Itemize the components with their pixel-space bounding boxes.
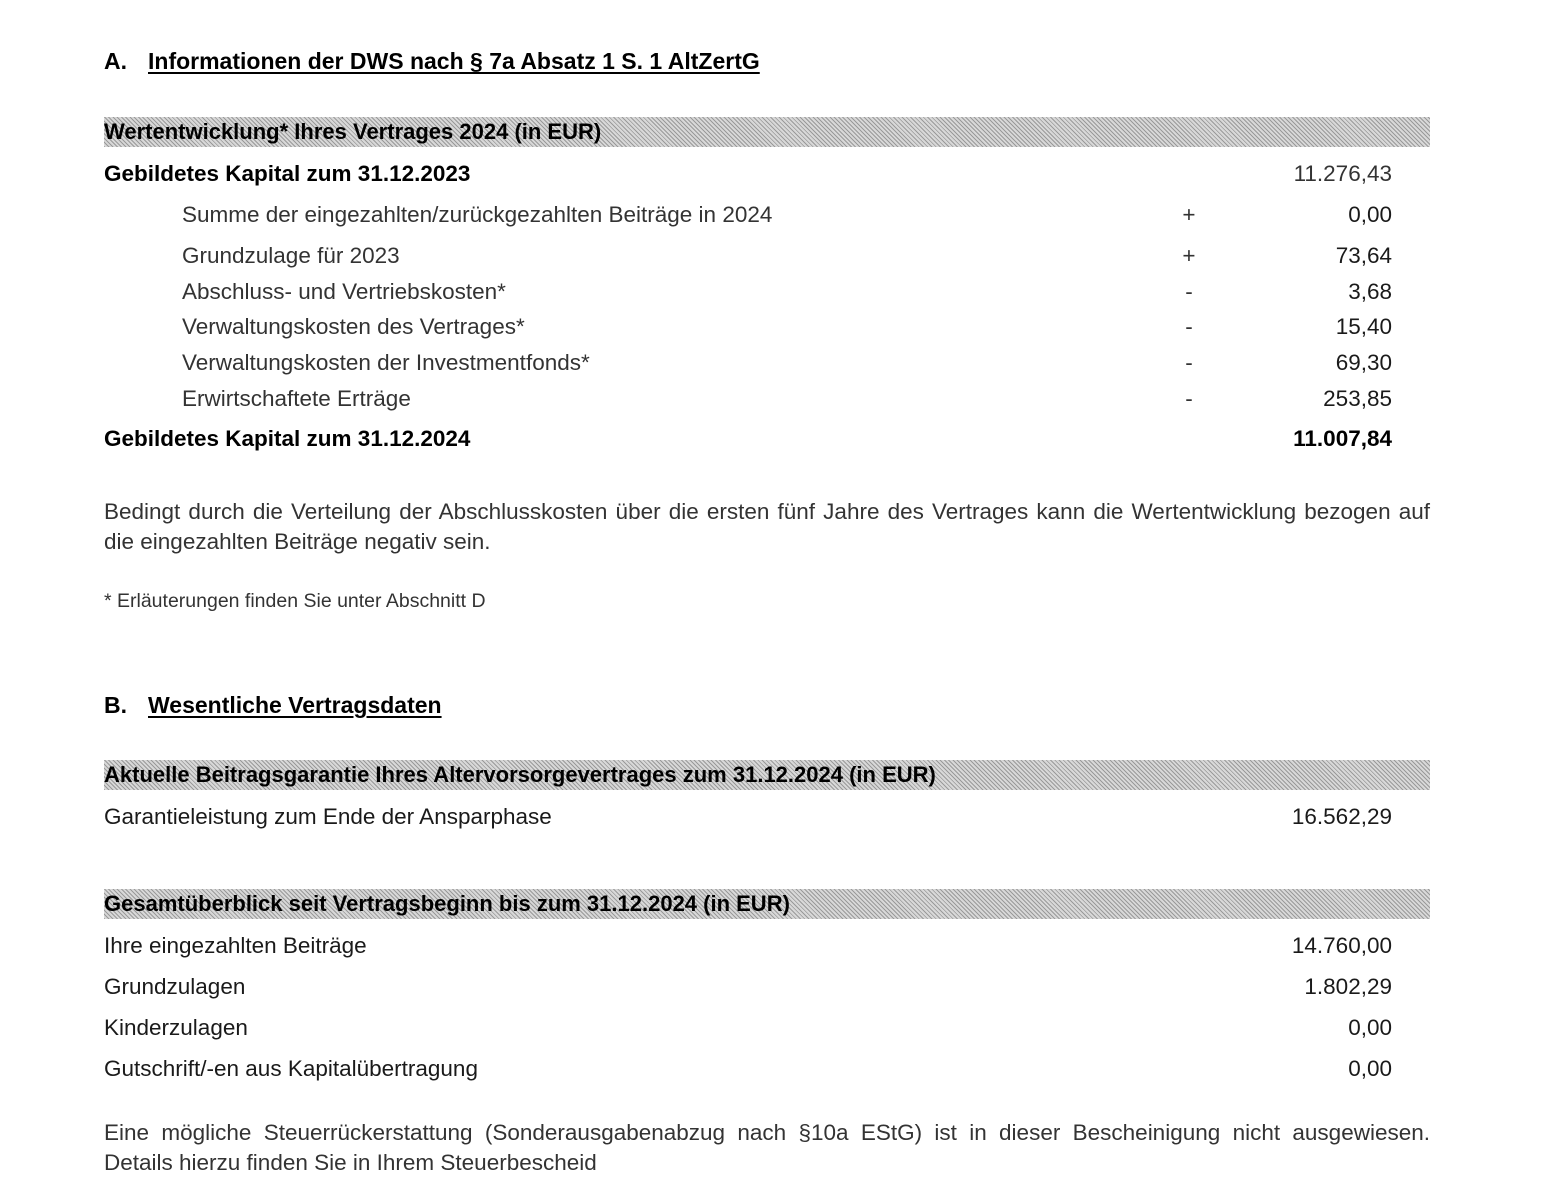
item-sign: - bbox=[1185, 350, 1193, 375]
overview-label: Ihre eingezahlten Beiträge bbox=[104, 933, 367, 958]
overview-row bbox=[104, 1052, 1430, 1086]
opening-capital-label: Gebildetes Kapital zum 31.12.2023 bbox=[104, 161, 471, 186]
section-b-letter: B. bbox=[104, 692, 127, 718]
item-sign: - bbox=[1185, 314, 1193, 339]
item-label: Grundzulage für 2023 bbox=[182, 243, 400, 268]
performance-item-row bbox=[104, 310, 1430, 344]
section-a-letter: A. bbox=[104, 48, 127, 74]
item-sign: + bbox=[1182, 202, 1196, 227]
section-a-heading bbox=[104, 48, 760, 75]
item-amount: 69,30 bbox=[1335, 350, 1392, 375]
closing-capital-row bbox=[104, 422, 1430, 456]
footnote: * Erläuterungen finden Sie unter Abschnitt D bbox=[104, 590, 486, 612]
item-amount: 0,00 bbox=[1348, 202, 1392, 227]
item-amount: 253,85 bbox=[1323, 386, 1392, 411]
overview-band: Gesamtüberblick seit Vertragsbeginn bis zum 31.12.2024 (in EUR) bbox=[104, 889, 1430, 919]
performance-item-row bbox=[104, 198, 1430, 232]
overview-row bbox=[104, 929, 1430, 963]
overview-row bbox=[104, 970, 1430, 1004]
item-label: Verwaltungskosten der Investmentfonds* bbox=[182, 350, 590, 375]
section-b-title: Wesentliche Vertragsdaten bbox=[148, 692, 442, 718]
overview-amount: 1.802,29 bbox=[1304, 974, 1392, 999]
performance-item-row bbox=[104, 239, 1430, 273]
item-amount: 73,64 bbox=[1335, 243, 1392, 268]
tax-note: Eine mögliche Steuerrückerstattung (Sonderausgabenabzug nach §10a EStG) ist in dieser Bescheinigung nicht ausgewiesen. Details hierzu finden Sie in Ihrem Steuerbescheid bbox=[104, 1120, 1430, 1175]
overview-amount: 0,00 bbox=[1348, 1015, 1392, 1040]
closing-capital-amount: 11.007,84 bbox=[1293, 426, 1392, 451]
overview-label: Grundzulagen bbox=[104, 974, 246, 999]
item-amount: 15,40 bbox=[1335, 314, 1392, 339]
item-sign: + bbox=[1182, 243, 1196, 268]
guarantee-label: Garantieleistung zum Ende der Ansparphase bbox=[104, 804, 552, 829]
overview-row bbox=[104, 1011, 1430, 1045]
item-label: Verwaltungskosten des Vertrages* bbox=[182, 314, 525, 339]
opening-capital-amount: 11.276,43 bbox=[1293, 161, 1392, 186]
section-a-title: Informationen der DWS nach § 7a Absatz 1 S. 1 AltZertG bbox=[148, 48, 760, 74]
item-amount: 3,68 bbox=[1348, 279, 1392, 304]
guarantee-band: Aktuelle Beitragsgarantie Ihres Altervorsorgevertrages zum 31.12.2024 (in EUR) bbox=[104, 760, 1430, 790]
performance-band: Wertentwicklung* Ihres Vertrages 2024 (in EUR) bbox=[104, 117, 1430, 147]
performance-item-row bbox=[104, 382, 1430, 416]
performance-note: Bedingt durch die Verteilung der Abschlusskosten über die ersten fünf Jahre des Vertrages kann die Wertentwicklung bezogen auf die eingezahlten Beiträge negativ sein. bbox=[104, 499, 1430, 554]
overview-amount: 14.760,00 bbox=[1291, 933, 1392, 958]
closing-capital-label: Gebildetes Kapital zum 31.12.2024 bbox=[104, 426, 471, 451]
guarantee-row bbox=[104, 800, 1430, 834]
item-label: Erwirtschaftete Erträge bbox=[182, 386, 411, 411]
item-label: Summe der eingezahlten/zurückgezahlten Beiträge in 2024 bbox=[182, 202, 773, 227]
overview-label: Kinderzulagen bbox=[104, 1015, 248, 1040]
guarantee-amount: 16.562,29 bbox=[1291, 804, 1392, 829]
item-sign: - bbox=[1185, 386, 1193, 411]
overview-amount: 0,00 bbox=[1348, 1056, 1392, 1081]
item-sign: - bbox=[1185, 279, 1193, 304]
overview-label: Gutschrift/-en aus Kapitalübertragung bbox=[104, 1056, 478, 1081]
performance-item-row bbox=[104, 346, 1430, 380]
section-b-heading bbox=[104, 692, 442, 719]
item-label: Abschluss- und Vertriebskosten* bbox=[182, 279, 506, 304]
opening-capital-row bbox=[104, 157, 1430, 191]
performance-item-row bbox=[104, 275, 1430, 309]
